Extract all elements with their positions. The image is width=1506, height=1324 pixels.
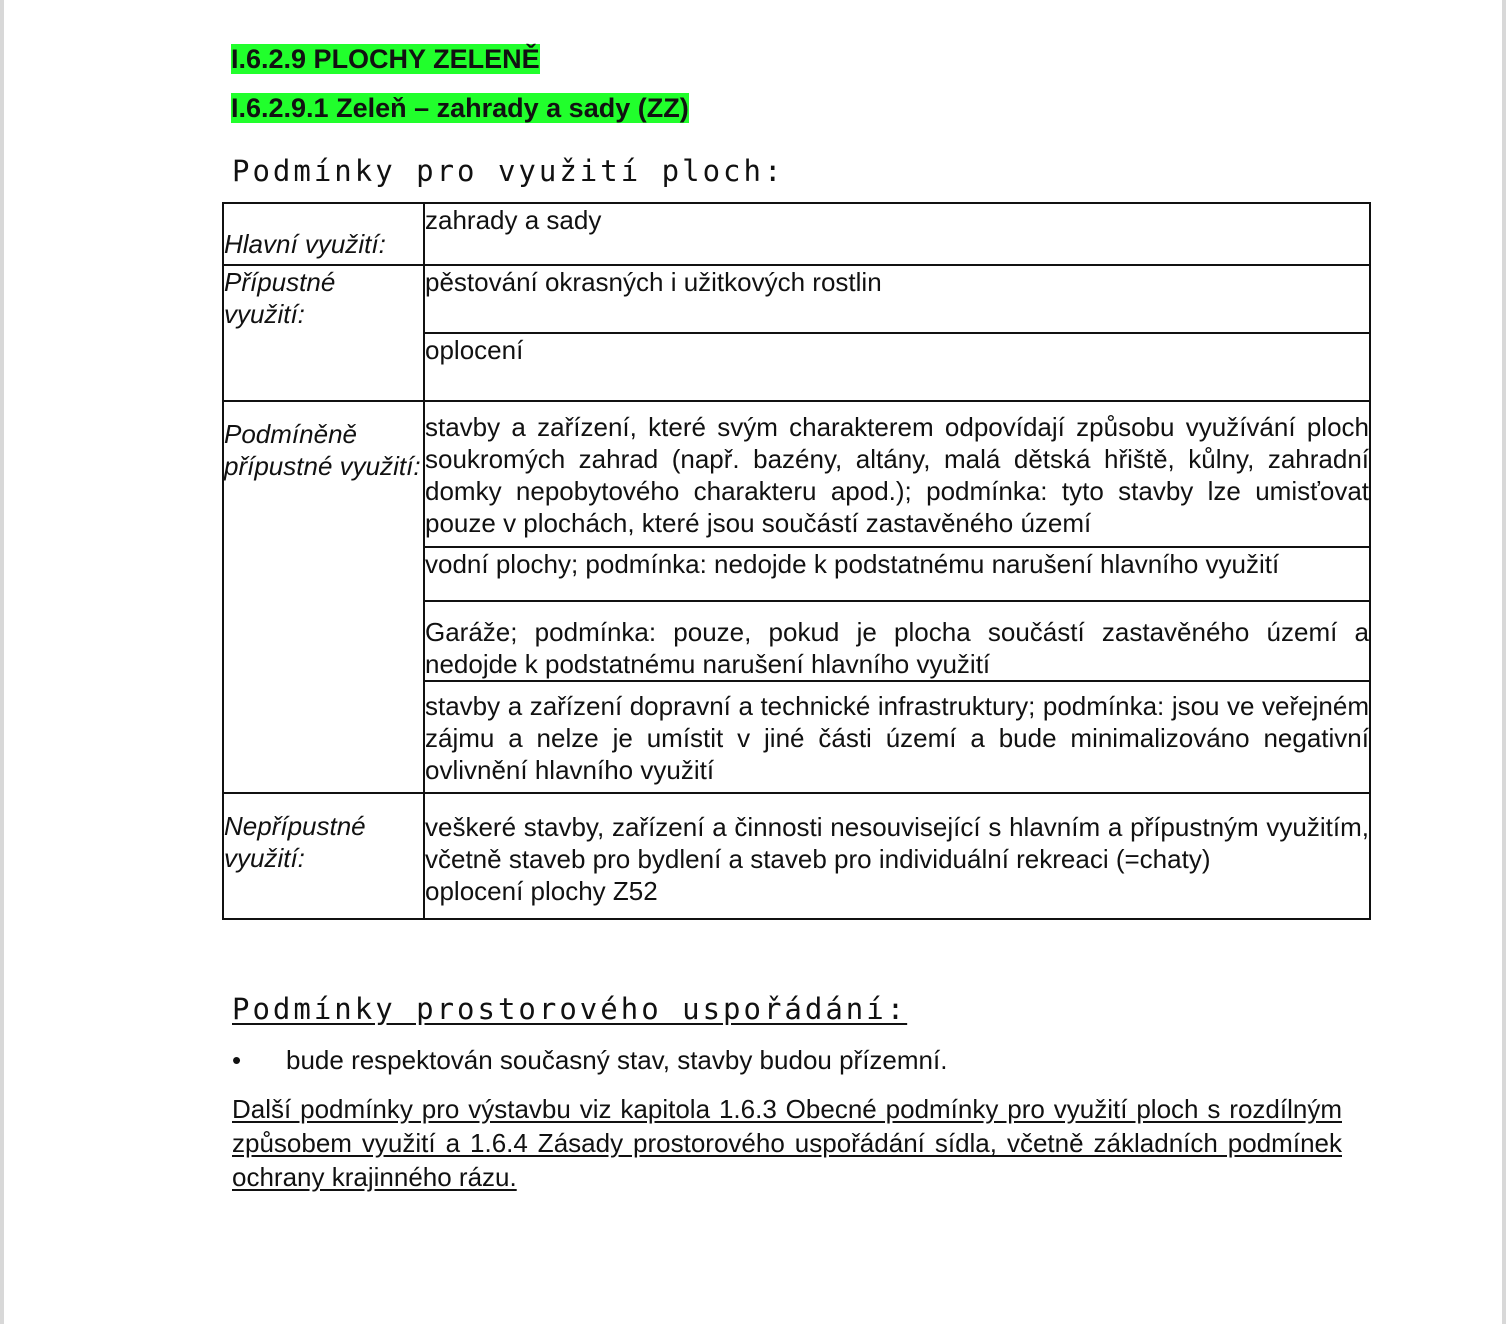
main-use-label: Hlavní využití:: [223, 203, 424, 265]
section-heading-text: I.6.2.9 PLOCHY ZELENĚ: [231, 44, 540, 74]
table-row-main: [223, 203, 1370, 265]
bullet-text: bude respektován současný stav, stavby budou přízemní.: [286, 1045, 948, 1075]
section-heading: [231, 42, 540, 76]
conditional-use-value: stavby a zařízení dopravní a technické infrastruktury; podmínka: jsou ve veřejném zájmu a nelze je umístit v jiné části území a bude minimalizováno negativní ovlivnění hlavního využití: [424, 681, 1370, 793]
conditional-use-value: Garáže; podmínka: pouze, pokud je plocha součástí zastavěného území a nedojde k podstatnému narušení hlavního využití: [424, 601, 1370, 681]
table-row-conditional: [223, 401, 1370, 547]
prohibited-use-label: Nepřípustné využití:: [223, 793, 424, 919]
conditions-title: Podmínky pro využití ploch:: [232, 154, 785, 188]
table-row-prohibited: [223, 793, 1370, 875]
permitted-use-value: oplocení: [424, 333, 1370, 401]
main-use-value: zahrady a sady: [424, 203, 1370, 265]
conditional-use-label: Podmíněně přípustné využití:: [223, 401, 424, 793]
prohibited-use-value: veškeré stavby, zařízení a činnosti nesouvisející s hlavním a přípustným využitím, včetně staveb pro bydlení a staveb pro individuální rekreaci (=chaty): [424, 793, 1370, 875]
conditions-table: [222, 202, 1371, 920]
reference-note: Další podmínky pro výstavbu viz kapitola 1.6.3 Obecné podmínky pro využití ploch s rozdílným způsobem využití a 1.6.4 Zásady prostorového uspořádání sídla, včetně základních podmínek ochrany krajinného rázu.: [232, 1094, 1342, 1192]
permitted-use-label: Přípustné využití:: [223, 265, 424, 401]
spatial-conditions-title: Podmínky prostorového uspořádání:: [232, 992, 908, 1026]
bullet-icon: •: [232, 1045, 242, 1075]
permitted-use-value: pěstování okrasných i užitkových rostlin: [424, 265, 1370, 333]
subsection-heading-text: I.6.2.9.1 Zeleň – zahrady a sady (ZZ): [231, 93, 689, 123]
subsection-heading: [231, 91, 689, 125]
conditional-use-value: vodní plochy; podmínka: nedojde k podstatnému narušení hlavního využití: [424, 547, 1370, 601]
table-row-permitted: [223, 265, 1370, 333]
conditional-use-value: stavby a zařízení, které svým charakterem odpovídají způsobu využívání ploch soukromých zahrad (např. bazény, altány, malá dětská hřiště, kůlny, zahradní domky nepobytového charakteru apod.); podmínka: tyto stavby lze umisťovat pouze v plochách, které jsou součástí zastavěného území: [424, 401, 1370, 547]
prohibited-use-value: oplocení plochy Z52: [424, 875, 1370, 919]
